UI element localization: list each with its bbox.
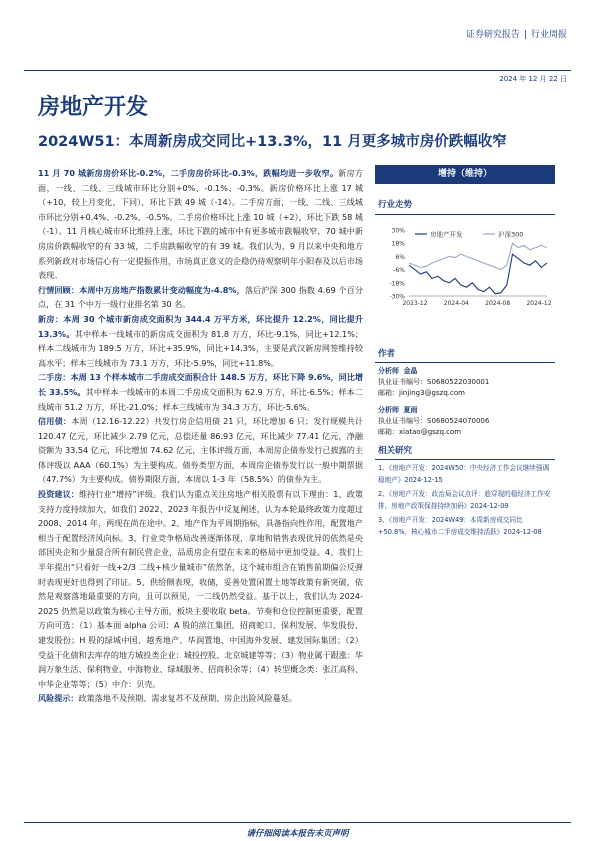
footer-rule — [24, 822, 571, 823]
paragraph-lead: 新房：本周 30 个城市新房成交面积为 344.4 万平方米，环比提升 12.2%，同比提升 13.3%。 — [38, 313, 363, 339]
x-tick-label: 2024-08 — [485, 300, 511, 307]
paragraph-text: 新房方面，一线、二线、三线城市环比分别+0%、-0.1%、-0.3%。新房价格环比上涨 17 城（+10，较上月变化，下同），环比下跌 49 城（-14）。二手房方面，一线、二线、三线城市环比分别+0.4%、-0.2%、-0.5%。二手房价格环比上涨 10 城（+2），环比下跌 58 城（-1）。11 月核心城市环比维持上涨，环比下跌的城市中有更多城市跌幅收窄，70 城中新房房价跌幅收窄的有 33 城，二手房跌幅收窄的有 39 城。我们认为，9 月以来中央和地方系列新政对市场信心有一定提振作用，市场真正意义的企稳仍待观察明年小阳春及以后市场表现。 — [38, 168, 363, 281]
header-separator: | — [523, 30, 527, 40]
report-date: 2024 年 12 月 22 日 — [499, 75, 567, 83]
trend-rule — [375, 214, 555, 215]
report-body — [38, 166, 363, 706]
y-tick-label: -6% — [393, 267, 405, 275]
analysts-rule — [375, 362, 555, 363]
report-title: 2024W51：本周新房成交同比+13.3%，11 月更多城市房价跌幅收窄 — [38, 134, 507, 150]
related-item[interactable]: 3、《房地产开发：2024W49：本周新房成交同比+50.8%，核心城市二手房成交维持活跃》2024-12-08 — [378, 516, 542, 536]
x-tick-label: 2023-12 — [402, 300, 428, 307]
header-rule — [24, 70, 571, 71]
x-tick-label: 2024-12 — [526, 300, 552, 307]
trend-chart — [375, 222, 555, 312]
legend-label: 沪深300 — [498, 230, 524, 239]
analyst-cert: 执业证书编号：S0680522030001 — [378, 378, 490, 386]
rating-badge: 增持（维持） — [375, 165, 555, 184]
related-item[interactable]: 2、《房地产开发：政治局会议点评：趁穿现的稳经济工作安排，房地产政策保持持续加码》2024-12-09 — [378, 490, 551, 510]
analyst-email[interactable]: 邮箱：xiatao@gszq.com — [378, 428, 462, 436]
paragraph-prices — [38, 166, 363, 283]
related-rule — [375, 459, 555, 460]
legend-label: 房地产开发 — [430, 230, 463, 239]
x-tick-label: 2024-04 — [443, 300, 469, 307]
analyst-email[interactable]: 邮箱：jinjing3@gszq.com — [378, 389, 465, 397]
paragraph-text: 本周（12.16-12.22）共发行房企信用债 21 只，环比增加 6 只；发行规模共计 120.47 亿元，环比减少 2.79 亿元，总偿还量 86.93 亿元，环比减少 77.41 亿元，净融资额为 33.54 亿元，环比增加 74.62 亿元，主体评级方面，本周房企债券发行已披露的主体评级以 AAA（60.1%）为主要构成。债券类型方面，本周房企债券发行以一般中期票据（47.7%）为主要构成。债券期限方面，本周以 1-3 年（58.5%）的债券为主。 — [38, 416, 363, 485]
analyst-role: 分析师 — [378, 406, 399, 414]
trend-heading: 行业走势 — [378, 200, 413, 210]
related-list — [378, 463, 554, 538]
sector-title: 房地产开发 — [38, 94, 149, 120]
report-type-label: 证券研究报告 — [465, 30, 520, 40]
analyst-role: 分析师 — [378, 367, 399, 375]
paragraph-second-hand — [38, 370, 363, 414]
analyst-name: 夏雨 — [403, 406, 418, 414]
report-category-label: 行业周报 — [530, 30, 567, 40]
footer-disclaimer: 请仔细阅读本报告末页声明 — [246, 829, 349, 839]
y-tick-label: -30% — [389, 293, 405, 301]
paragraph-credit-bonds — [38, 414, 363, 487]
paragraph-lead: 11 月 70 城新房房价环比-0.2%，二手房房价环比-0.3%，跌幅均进一步收窄。 — [38, 168, 339, 178]
paragraph-text: 维持行业“增持”评级。我们认为重点关注房地产相关股票有以下理由：1、政策支持力度持续加大，如我们 2022、2023 年报告中反复阐述，认为本轮最终政策力度超过 2008、2014 年，两现在尚在途中。2、地产作为平周期指标，具备指向性作用，配置地产相当于配置经济风向标。3、行业竞争格局改善逐渐体现，拿地和销售表现优异的依然是央部国央企和少量混合所有制民营企业，品质房企有望在未来的格局中更加受益。4、我们上半年提出“只看好一线+2/3 二线+核少量城市”依然条，这个城市组合在销售前期偏公反弹时表现更好也得到了印证。5、供给侧表现，收储，妥善处置闲置土地等政策有新突破，依然是观察落地最重要的方向，且可以预见，一二线仍然受益。基于以上，我们认为 2024-2025 仍然是以政策为核心主导方面，板块主要收取 beta。节奏和仓位控制更重要，配置方向可选：（1）基本面 alpha 公司：A 股的滨江集团、招商蛇口、保利发展、华发股份、建发股份；H 股的绿城中国、越秀地产、华润置地、中国海外发展、建发国际集团；（2）受益于化债和去库存的地方城投类企业：城投控股、北京城建等等；（3）物业属于跟涨：华润万象生活、保利物业、中海物业、绿城服务、招商积余等；（4）转型概念类：张江高科、中华企业等等；（5）中介：贝壳。 — [38, 489, 363, 689]
paragraph-investment — [38, 487, 363, 691]
analyst-name: 金晶 — [403, 367, 418, 375]
paragraph-market — [38, 283, 363, 312]
related-item[interactable]: 1、《房地产开发：2024W50：中央经济工作会议继续强调稳地产》2024-12-15 — [378, 464, 550, 484]
analyst-card-1 — [378, 366, 556, 399]
paragraph-new-homes — [38, 312, 363, 370]
related-heading: 相关研究 — [378, 446, 413, 456]
paragraph-text: 政策落地不及预期、需求复苏不及预期、房企出险风险蔓延。 — [78, 693, 298, 704]
series-line-0 — [409, 254, 547, 294]
paragraph-text: 其中样本一线城市的新房成交面积为 81.8 万方，环比-9.1%，同比+12.1%；样本二线城市为 189.5 万方，环比+35.9%，同比+14.3%，主要是武汉新房网签维持较高水平；样本三线城市为 73.1 万方，环比-5.9%，同比+11.8%。 — [38, 328, 363, 368]
paragraph-text: 其中样本一线城市的本周二手房成交面积为 62.9 万方，环比-6.5%；样本二线城市 51.2 万方，环比-21.0%；样本三线城市为 34.3 万方，环比-5.6%。 — [38, 386, 363, 412]
paragraph-lead: 信用债： — [38, 416, 72, 427]
y-tick-label: -18% — [389, 280, 405, 288]
y-tick-label: 18% — [391, 240, 405, 248]
series-line-1 — [409, 243, 547, 269]
y-tick-label: 30% — [391, 227, 405, 235]
analyst-cert: 执业证书编号：S0680524070006 — [378, 417, 490, 425]
paragraph-text: 落后沪深 300 指数 4.69 个百分点，在 31 个中万一级行业排名第 30 名。 — [38, 284, 363, 310]
paragraph-lead: 风险提示： — [38, 693, 79, 704]
analyst-card-2 — [378, 405, 556, 438]
analysts-heading: 作者 — [378, 349, 396, 359]
trend-chart-svg — [375, 222, 555, 312]
paragraph-lead: 投资建议： — [38, 489, 79, 500]
paragraph-risk — [38, 691, 363, 706]
y-tick-label: 6% — [395, 253, 405, 261]
report-type — [466, 27, 567, 40]
paragraph-lead: 二手房：本周 13 个样本城市二手房成交面积合计 148.5 万方，环比下降 9.6%，同比增长 33.5%。 — [38, 372, 363, 397]
paragraph-lead: 行情回顾：本周中万房地产指数累计变动幅度为-4.8%， — [38, 284, 245, 295]
